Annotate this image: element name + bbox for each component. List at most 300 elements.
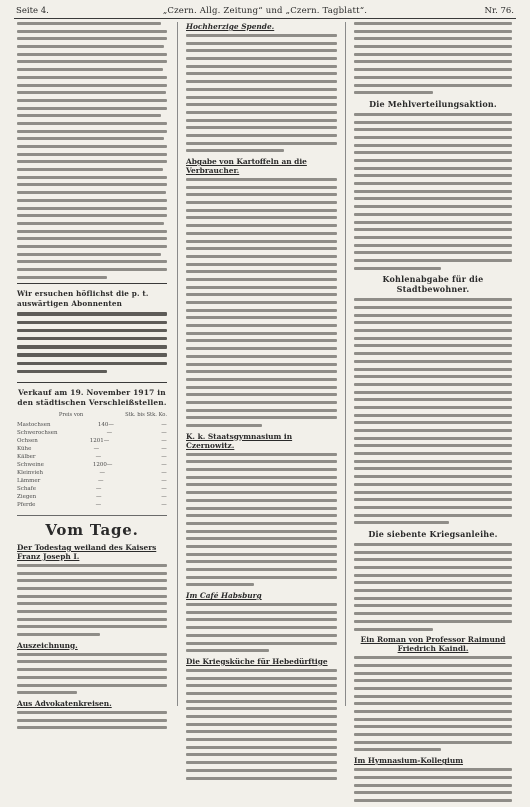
text-line xyxy=(186,545,337,548)
text-line xyxy=(17,199,167,202)
text-line xyxy=(186,65,337,68)
text-line xyxy=(17,183,167,186)
text-line xyxy=(354,733,512,736)
price-table-cell: — xyxy=(95,485,102,492)
text-line xyxy=(354,190,512,193)
text-line xyxy=(354,437,512,440)
text-line xyxy=(186,301,337,304)
text-line xyxy=(354,259,512,262)
price-table-cell: — xyxy=(95,453,102,460)
text-line xyxy=(354,679,512,682)
text-line xyxy=(354,60,512,63)
text-line xyxy=(354,799,512,802)
text-line xyxy=(186,649,269,652)
text-line xyxy=(354,368,512,371)
text-line xyxy=(354,406,512,409)
runin-gymnasium: K. k. Staatsgymnasium in Czernowitz. xyxy=(186,431,293,450)
text-line xyxy=(186,707,337,710)
heading-kohlenabgabe: Kohlenabgabe für die Stadtbewohner. xyxy=(382,274,484,295)
runin-auszeichnung: Auszeichnung. xyxy=(17,640,78,650)
text-line xyxy=(186,332,337,335)
text-line xyxy=(354,136,512,139)
text-line xyxy=(354,113,512,116)
text-line xyxy=(186,201,337,204)
text-line xyxy=(17,68,163,71)
text-line xyxy=(186,309,337,312)
text-line xyxy=(17,37,167,40)
text-line xyxy=(186,42,337,45)
text-line xyxy=(186,347,337,350)
text-line xyxy=(17,130,167,133)
price-table-row xyxy=(17,422,167,430)
text-line xyxy=(354,236,512,239)
price-table xyxy=(17,412,167,510)
text-line xyxy=(354,452,512,455)
text-line xyxy=(354,498,512,501)
text-line xyxy=(17,691,77,694)
text-line xyxy=(354,151,512,154)
text-line xyxy=(354,768,512,771)
text-line xyxy=(17,237,167,240)
text-line xyxy=(186,134,337,137)
text-line xyxy=(186,626,337,629)
text-line xyxy=(186,761,337,764)
text-line xyxy=(354,421,512,424)
text-line xyxy=(17,676,167,679)
text-line xyxy=(186,386,337,389)
text-line xyxy=(186,316,337,319)
text-line xyxy=(186,560,337,563)
text-line xyxy=(354,543,512,546)
text-line xyxy=(186,263,337,266)
text-line xyxy=(354,30,512,33)
heading-kriegsanleihe: Die siebente Kriegsanleihe. xyxy=(368,528,498,539)
text-line xyxy=(17,653,167,656)
text-line xyxy=(186,363,337,366)
price-table-cell: Ziegen xyxy=(17,493,37,500)
section-heading-vom-tage: Vom Tage. xyxy=(45,520,139,539)
text-line xyxy=(17,53,167,56)
text-line xyxy=(186,278,337,281)
text-line xyxy=(17,214,167,217)
price-table-cell: Schafe xyxy=(17,485,36,492)
price-table-cell: Kleinvieh xyxy=(17,469,44,476)
price-table-cell: — xyxy=(161,429,167,436)
price-table-cell: — xyxy=(95,493,102,500)
text-line xyxy=(17,587,167,590)
text-line xyxy=(354,718,512,721)
text-line xyxy=(17,176,167,179)
price-table-cell: — xyxy=(161,501,167,508)
text-line xyxy=(186,111,337,114)
column-divider-1 xyxy=(177,22,178,706)
text-line xyxy=(354,687,512,690)
text-line xyxy=(186,232,337,235)
text-line xyxy=(354,597,512,600)
text-line xyxy=(186,96,337,99)
text-line xyxy=(17,321,167,324)
text-line xyxy=(17,91,166,94)
text-line xyxy=(186,460,337,463)
price-table-cell: — xyxy=(98,477,104,484)
text-line xyxy=(186,642,337,645)
text-line xyxy=(186,634,337,637)
text-line xyxy=(17,84,167,87)
text-line xyxy=(17,660,167,663)
text-line xyxy=(186,723,337,726)
price-table-title: Verkauf am 19. November 1917 in den städtischen Verschleißstellen. xyxy=(17,387,167,407)
text-line xyxy=(186,240,337,243)
text-line xyxy=(186,186,337,189)
text-line xyxy=(17,30,167,33)
text-line xyxy=(17,76,167,79)
text-line xyxy=(186,424,262,427)
text-line xyxy=(186,476,337,479)
price-table-cell: — xyxy=(161,421,167,428)
text-line xyxy=(186,692,337,695)
text-line xyxy=(17,602,167,605)
text-line xyxy=(17,122,167,125)
masthead-title: „Czern. Allg. Zeitung“ und „Czern. Tagblatt“. xyxy=(162,6,368,16)
text-line xyxy=(354,741,512,744)
text-line xyxy=(186,126,337,129)
text-line xyxy=(17,260,167,263)
text-line xyxy=(17,353,167,356)
price-table-cell: 1200— xyxy=(92,461,113,468)
price-table-cell: Ochsen xyxy=(17,437,38,444)
text-line xyxy=(354,551,512,554)
text-line xyxy=(354,383,512,386)
text-line xyxy=(186,80,337,83)
text-line xyxy=(354,612,512,615)
text-line xyxy=(17,345,167,348)
text-line xyxy=(186,178,337,181)
text-line xyxy=(186,530,337,533)
text-line xyxy=(186,355,337,358)
text-line xyxy=(186,746,337,749)
column-2 xyxy=(186,22,337,784)
text-line xyxy=(186,753,337,756)
runin-gymnasium-kollegium: Im Hymnasium-Kollegium xyxy=(354,756,464,766)
text-line xyxy=(186,769,337,772)
text-line xyxy=(354,581,512,584)
price-table-row xyxy=(17,478,167,486)
text-line xyxy=(354,664,512,667)
text-line xyxy=(354,329,512,332)
price-table-cell: Kühe xyxy=(17,445,32,452)
text-line xyxy=(17,610,167,613)
text-line xyxy=(354,506,512,509)
text-line xyxy=(17,253,161,256)
price-table-row xyxy=(17,494,167,502)
text-line xyxy=(186,57,337,60)
text-line xyxy=(186,715,337,718)
page-header xyxy=(16,4,514,18)
price-table-row xyxy=(17,462,167,470)
text-line xyxy=(354,267,441,270)
price-table-cell: Mastochsen xyxy=(17,421,51,428)
text-line xyxy=(186,149,284,152)
text-line xyxy=(186,378,337,381)
price-table-cell: — xyxy=(161,437,167,444)
text-line xyxy=(354,84,512,87)
text-line xyxy=(354,475,512,478)
text-line xyxy=(17,564,167,567)
text-line xyxy=(354,398,512,401)
price-table-row xyxy=(17,470,167,478)
price-table-cell: Lämmer xyxy=(17,477,41,484)
text-line xyxy=(17,362,167,365)
page-number: Seite 4. xyxy=(16,6,49,16)
text-line xyxy=(186,514,337,517)
text-line xyxy=(354,467,512,470)
text-line xyxy=(17,191,166,194)
price-table-cell: — xyxy=(95,501,102,508)
text-line xyxy=(354,213,512,216)
text-line xyxy=(186,537,337,540)
text-line xyxy=(354,521,449,524)
text-line xyxy=(17,370,107,373)
text-line xyxy=(17,60,167,63)
text-line xyxy=(354,68,512,71)
text-line xyxy=(186,88,337,91)
text-line xyxy=(354,205,512,208)
text-line xyxy=(186,34,337,37)
price-table-cell: — xyxy=(99,469,105,476)
text-line xyxy=(17,137,164,140)
text-line xyxy=(354,672,512,675)
text-line xyxy=(354,702,512,705)
text-line xyxy=(354,159,512,162)
text-line xyxy=(17,312,167,315)
price-table-cell: — xyxy=(161,477,167,484)
price-table-row xyxy=(17,446,167,454)
text-line xyxy=(186,286,337,289)
text-line xyxy=(186,777,337,780)
text-line xyxy=(354,620,512,623)
runin-kriegskueche: Die Kriegsküche für Hebedürftige xyxy=(186,656,328,666)
text-line xyxy=(17,276,107,279)
text-line xyxy=(186,611,337,614)
text-line xyxy=(17,579,167,582)
text-line xyxy=(354,251,512,254)
text-line xyxy=(354,352,512,355)
price-table-cell: 140— xyxy=(97,421,114,428)
text-line xyxy=(186,224,337,227)
column-1 xyxy=(17,22,167,734)
text-line xyxy=(354,491,512,494)
price-table-cell: — xyxy=(106,429,113,436)
text-line xyxy=(354,558,512,561)
text-line xyxy=(186,677,337,680)
text-line xyxy=(354,656,512,659)
text-line xyxy=(17,684,167,687)
price-table-cell: 1201— xyxy=(89,437,110,444)
text-line xyxy=(17,230,167,233)
text-line xyxy=(186,669,337,672)
price-table-row xyxy=(17,454,167,462)
text-line xyxy=(186,499,337,502)
text-line xyxy=(354,514,512,517)
text-line xyxy=(354,244,512,247)
text-line xyxy=(354,37,512,40)
price-table-cell: Kälber xyxy=(17,453,36,460)
text-line xyxy=(186,209,337,212)
text-line xyxy=(354,197,512,200)
text-line xyxy=(354,391,512,394)
text-line xyxy=(186,453,337,456)
text-line xyxy=(354,306,512,309)
issue-number: Nr. 76. xyxy=(484,6,514,16)
text-line xyxy=(354,121,512,124)
text-line xyxy=(186,103,337,106)
text-line xyxy=(17,114,161,117)
text-line xyxy=(186,684,337,687)
text-line xyxy=(17,625,167,628)
price-table-row xyxy=(17,486,167,494)
text-line xyxy=(17,107,167,110)
text-line xyxy=(17,711,167,714)
price-table-cell: — xyxy=(93,445,100,452)
text-line xyxy=(17,633,100,636)
text-line xyxy=(17,726,167,729)
price-table-cell: — xyxy=(161,493,167,500)
text-line xyxy=(17,222,164,225)
text-line xyxy=(354,429,512,432)
text-line xyxy=(354,589,512,592)
text-line xyxy=(354,314,512,317)
text-line xyxy=(17,618,167,621)
price-table-cell: — xyxy=(161,445,167,452)
column-divider-2 xyxy=(345,22,346,706)
text-line xyxy=(354,710,512,713)
text-line xyxy=(186,293,337,296)
text-line xyxy=(17,207,167,210)
text-line xyxy=(186,700,337,703)
text-line xyxy=(354,174,512,177)
text-line xyxy=(17,668,167,671)
text-line xyxy=(354,695,512,698)
text-line xyxy=(186,730,337,733)
text-line xyxy=(186,255,337,258)
text-line xyxy=(186,483,337,486)
price-table-row xyxy=(17,438,167,446)
text-line xyxy=(17,572,167,575)
text-line xyxy=(354,460,512,463)
text-line xyxy=(354,337,512,340)
text-line xyxy=(17,719,167,722)
price-table-cell: — xyxy=(161,453,167,460)
price-table-row xyxy=(17,430,167,438)
text-line xyxy=(354,344,512,347)
text-line xyxy=(354,784,512,787)
text-line xyxy=(354,167,512,170)
text-line xyxy=(354,91,433,94)
text-line xyxy=(186,553,337,556)
runin-spende: Hochherzige Spende. xyxy=(186,22,275,31)
text-line xyxy=(354,128,512,131)
text-line xyxy=(354,566,512,569)
text-line xyxy=(17,168,163,171)
text-line xyxy=(354,22,512,25)
text-line xyxy=(354,604,512,607)
text-line xyxy=(354,76,512,79)
text-line xyxy=(186,49,337,52)
price-table-row xyxy=(17,502,167,510)
runin-roman-kaindl: Ein Roman von Professor Raimund Friedrich Kaindl. xyxy=(360,635,506,654)
text-line xyxy=(354,221,512,224)
text-line xyxy=(354,298,512,301)
price-table-header: Preis von Stk. bis Stk. Ko. xyxy=(58,411,167,418)
price-table-cell: — xyxy=(161,469,167,476)
price-table-cell: — xyxy=(161,485,167,492)
runin-cafe-habsburg: Im Café Habsburg xyxy=(186,591,262,601)
text-line xyxy=(186,401,337,404)
price-table-cell: Schweine xyxy=(17,461,44,468)
text-line xyxy=(186,522,337,525)
text-line xyxy=(186,393,337,396)
price-table-cell: Pferde xyxy=(17,501,36,508)
runin-advokaten: Aus Advokatenkreisen. xyxy=(17,698,112,708)
heading-mehlverteilung: Die Mehlverteilungsaktion. xyxy=(369,98,497,109)
text-line xyxy=(354,321,512,324)
text-line xyxy=(17,268,167,271)
runin-kartoffeln: Abgabe von Kartoffeln an die Verbraucher. xyxy=(186,157,307,175)
text-line xyxy=(354,725,512,728)
text-line xyxy=(17,99,167,102)
text-line xyxy=(186,193,337,196)
header-rule xyxy=(14,18,516,19)
text-line xyxy=(186,468,337,471)
text-line xyxy=(186,270,337,273)
text-line xyxy=(354,360,512,363)
text-line xyxy=(186,142,337,145)
text-line xyxy=(186,324,337,327)
text-line xyxy=(17,145,167,148)
subscription-notice xyxy=(17,283,167,383)
text-line xyxy=(17,45,164,48)
text-line xyxy=(17,22,161,25)
text-line xyxy=(354,574,512,577)
text-line xyxy=(17,337,167,340)
text-line xyxy=(186,568,337,571)
text-line xyxy=(186,491,337,494)
text-line xyxy=(354,144,512,147)
text-line xyxy=(186,119,337,122)
text-line xyxy=(17,153,167,156)
text-line xyxy=(354,375,512,378)
column-3 xyxy=(354,22,512,807)
text-line xyxy=(186,72,337,75)
text-line xyxy=(186,409,337,412)
text-line xyxy=(354,53,512,56)
text-line xyxy=(186,216,337,219)
text-line xyxy=(354,45,512,48)
text-line xyxy=(17,245,167,248)
text-line xyxy=(354,228,512,231)
text-line xyxy=(354,444,512,447)
text-line xyxy=(186,576,337,579)
text-line xyxy=(186,603,337,606)
text-line xyxy=(186,370,337,373)
text-line xyxy=(354,483,512,486)
text-line xyxy=(186,583,254,586)
price-table-cell: — xyxy=(161,461,167,468)
notice-heading: Wir ersuchen höflichst die p. t. auswärtigen Abonnenten xyxy=(17,289,149,309)
text-line xyxy=(186,247,337,250)
text-line xyxy=(354,776,512,779)
text-line xyxy=(354,414,512,417)
